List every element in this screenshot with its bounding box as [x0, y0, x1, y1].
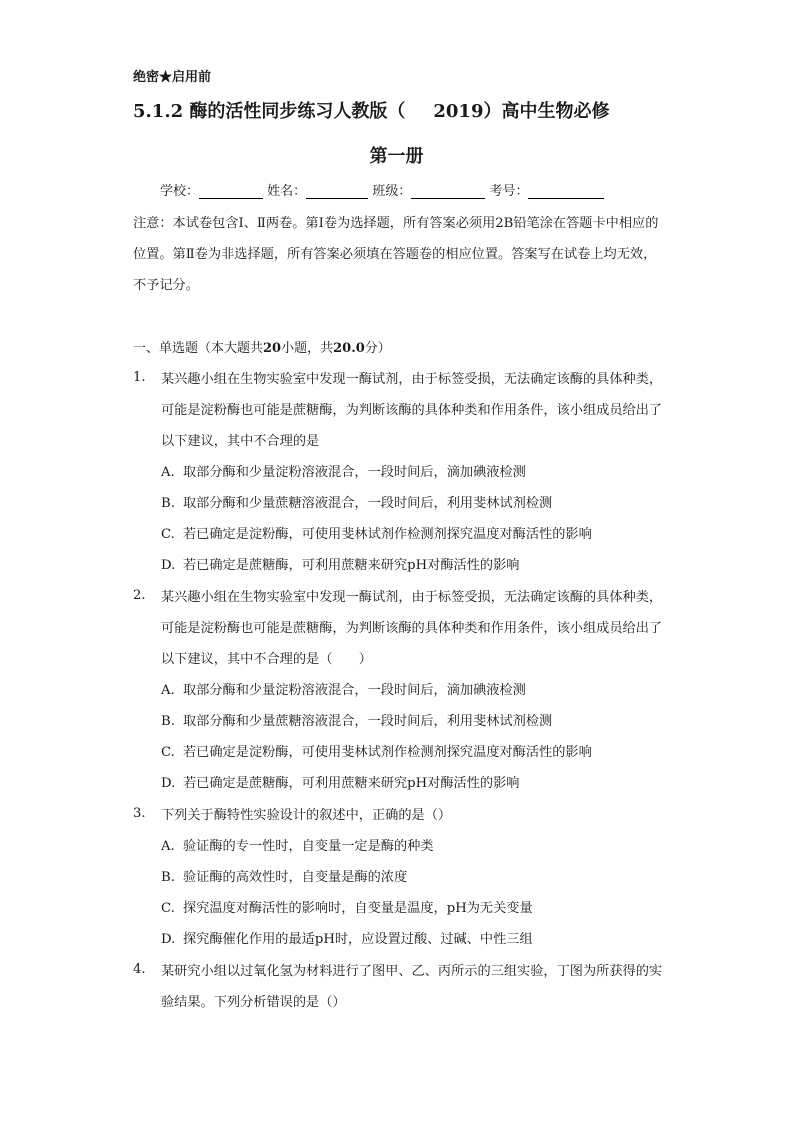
- option-c: C. 探究温度对酶活性的影响时，自变量是温度，pH为无关变量: [161, 901, 533, 916]
- question-3: [133, 800, 673, 955]
- section-score: 20.0: [333, 341, 365, 356]
- page-title: [133, 97, 673, 123]
- secret-label: 绝密★启用前: [133, 70, 212, 85]
- title-part2: 2019）高中生物必修: [433, 101, 610, 122]
- option-d: D. 探究酶催化作用的最适pH时，应设置过酸、过碱、中性三组: [161, 932, 533, 947]
- option-d: D. 若已确定是蔗糖酶，可利用蔗糖来研究pH对酶活性的影响: [161, 558, 520, 573]
- option-a: A. 验证酶的专一性时，自变量一定是酶的种类: [161, 839, 434, 854]
- section-suffix: 分）: [364, 341, 391, 356]
- question-4: [133, 956, 673, 1018]
- question-stem: 某兴趣小组在生物实验室中发现一酶试剂，由于标签受损，无法确定该酶的具体种类，可能是淀粉酶也可能是蔗糖酶，为判断该酶的具体种类和作用条件，该小组成员给出了以下建议，其中不合理的是（ ）: [161, 590, 663, 667]
- option-b: B. 验证酶的高效性时，自变量是酶的浓度: [161, 870, 408, 885]
- section-mid: 小题，共: [281, 341, 334, 356]
- class-label: 班级：: [372, 184, 412, 199]
- student-info-row: [160, 180, 604, 199]
- question-number: 2.: [133, 588, 146, 603]
- option-b: B. 取部分酶和少量蔗糖溶液混合，一段时间后，利用斐林试剂检测: [161, 496, 553, 511]
- option-a: A. 取部分酶和少量淀粉溶液混合，一段时间后，滴加碘液检测: [161, 683, 526, 698]
- question-number: 4.: [133, 962, 146, 977]
- option-c: C. 若已确定是淀粉酶，可使用斐林试剂作检测剂探究温度对酶活性的影响: [161, 745, 592, 760]
- section-prefix: 一、单选题（本大题共: [133, 341, 264, 356]
- section-count: 20: [263, 341, 282, 356]
- name-blank: [306, 184, 368, 199]
- exam-no-label: 考号：: [489, 184, 529, 199]
- school-blank: [199, 184, 263, 199]
- option-b: B. 取部分酶和少量蔗糖溶液混合，一段时间后，利用斐林试剂检测: [161, 714, 553, 729]
- question-number: 3.: [133, 806, 146, 821]
- section-heading: [133, 337, 391, 356]
- class-blank: [411, 184, 485, 199]
- page-title-line2: 第一册: [369, 146, 424, 167]
- question-number: 1.: [133, 370, 146, 385]
- question-stem: 下列关于酶特性实验设计的叙述中，正确的是（）: [161, 808, 452, 823]
- question-stem: 某研究小组以过氧化氢为材料进行了图甲、乙、丙所示的三组实验，丁图为所获得的实验结果。下列分析错误的是（）: [161, 964, 663, 1010]
- name-label: 姓名：: [267, 184, 307, 199]
- exam-no-blank: [528, 184, 604, 199]
- title-part1: 5.1.2 酶的活性同步练习人教版（: [133, 101, 406, 122]
- exam-notice: 注意：本试卷包含Ⅰ、Ⅱ两卷。第Ⅰ卷为选择题，所有答案必须用2B铅笔涂在答题卡中相应的位置。第Ⅱ卷为非选择题，所有答案必须填在答题卷的相应位置。答案写在试卷上均无效，不予记分。: [133, 216, 659, 293]
- question-1: [133, 364, 673, 581]
- option-a: A. 取部分酶和少量淀粉溶液混合，一段时间后，滴加碘液检测: [161, 465, 526, 480]
- option-c: C. 若已确定是淀粉酶，可使用斐林试剂作检测剂探究温度对酶活性的影响: [161, 527, 592, 542]
- option-d: D. 若已确定是蔗糖酶，可利用蔗糖来研究pH对酶活性的影响: [161, 776, 520, 791]
- question-stem: 某兴趣小组在生物实验室中发现一酶试剂，由于标签受损，无法确定该酶的具体种类，可能是淀粉酶也可能是蔗糖酶，为判断该酶的具体种类和作用条件，该小组成员给出了以下建议，其中不合理的是: [161, 372, 663, 449]
- question-2: [133, 582, 673, 799]
- school-label: 学校：: [160, 184, 200, 199]
